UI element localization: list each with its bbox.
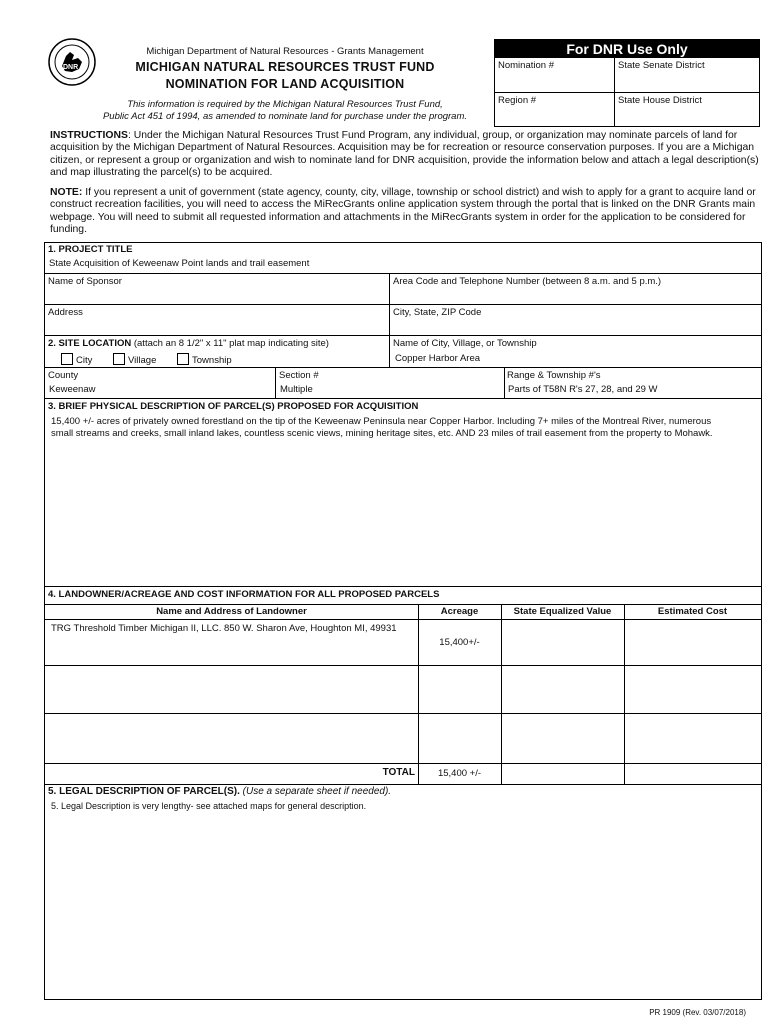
municipality-label: Name of City, Village, or Township [393, 338, 537, 349]
city-option[interactable] [61, 355, 92, 366]
site-location-heading [48, 338, 329, 349]
col-header-landowner: Name and Address of Landowner [156, 606, 307, 617]
form-title-line2: NOMINATION FOR LAND ACQUISITION [165, 77, 405, 91]
divider [45, 763, 761, 764]
range-township-input[interactable]: Parts of T58N R's 27, 28, and 29 W [508, 384, 658, 395]
legal-description-title: 5. LEGAL DESCRIPTION OF PARCEL(S). [48, 786, 240, 797]
landowner-heading: 4. LANDOWNER/ACREAGE AND COST INFORMATION FOR ALL PROPOSED PARCELS [48, 589, 440, 600]
total-acreage: 15,400 +/- [437, 768, 482, 779]
note-label: NOTE: [50, 187, 83, 198]
col-header-cost: Estimated Cost [657, 606, 728, 617]
divider [501, 604, 502, 784]
region-number-label: Region # [498, 95, 537, 106]
col-header-sev: State Equalized Value [513, 606, 612, 617]
nomination-form [44, 242, 762, 1000]
village-option[interactable] [113, 355, 156, 366]
divider [45, 713, 761, 714]
legal-description-heading [48, 786, 391, 797]
total-label: TOTAL [382, 767, 415, 778]
col-header-acreage: Acreage [440, 606, 479, 617]
township-option[interactable] [177, 355, 232, 366]
divider [45, 784, 761, 785]
note-text: If you represent a unit of government (state agency, county, city, village, township or school district) and wish to apply for a grant to acquire land or construct recreation facilities, you will need to access the MiRecGrants online application system through the portal that is linked on the DNR Grants main webpage. You will need to submit all requested information and attachments in the MiRecGrants system in order for the application to be considered for funding. [50, 187, 756, 236]
divider [624, 604, 625, 784]
form-title-line1: MICHIGAN NATURAL RESOURCES TRUST FUND [135, 60, 435, 74]
divider [418, 604, 419, 784]
section-number-input[interactable]: Multiple [280, 384, 313, 395]
landowner-name-input-1[interactable]: TRG Threshold Timber Michigan II, LLC. 850 W. Sharon Ave, Houghton MI, 49931 [51, 623, 397, 634]
divider [45, 304, 761, 305]
divider [45, 398, 761, 399]
divider [275, 367, 276, 398]
divider [45, 604, 761, 605]
instructions-label: INSTRUCTIONS [50, 130, 128, 141]
department-name: Michigan Department of Natural Resources - Grants Management [146, 46, 424, 57]
phone-label: Area Code and Telephone Number (between 8 a.m. and 5 p.m.) [393, 276, 662, 287]
house-district-field[interactable] [615, 93, 759, 126]
range-township-label: Range & Township #'s [507, 370, 601, 381]
house-district-label: State House District [618, 95, 702, 106]
senate-district-field[interactable] [615, 58, 759, 93]
township-checkbox[interactable] [177, 353, 189, 365]
divider [45, 273, 761, 274]
address-label: Address [48, 307, 83, 318]
description-heading: 3. BRIEF PHYSICAL DESCRIPTION OF PARCEL(S) PROPOSED FOR ACQUISITION [48, 401, 419, 412]
divider [389, 335, 390, 367]
village-checkbox[interactable] [113, 353, 125, 365]
description-input[interactable]: 15,400 +/- acres of privately owned forestland on the tip of the Keweenaw Peninsula near Copper Harbor. Including 7+ miles of the Montreal River, numerous small streams and creeks, small inland lakes, countless scenic views, mining heritage sites, etc. AND 23 miles of trail easement from the property to Mohawk. [51, 416, 713, 439]
legal-description-note: (Use a separate sheet if needed). [239, 786, 392, 797]
note-paragraph [50, 187, 762, 237]
site-location-note: (attach an 8 1/2" x 11" plat map indicating site) [131, 338, 329, 349]
nomination-number-label: Nomination # [498, 60, 554, 71]
divider [45, 335, 761, 336]
divider [45, 665, 761, 666]
county-label: County [48, 370, 79, 381]
sponsor-label: Name of Sponsor [48, 276, 122, 287]
divider [45, 619, 761, 620]
divider [45, 367, 761, 368]
divider [45, 586, 761, 587]
city-option-label: City [76, 355, 93, 366]
authority-note-line1: This information is required by the Michigan Natural Resources Trust Fund, [127, 99, 443, 110]
seal-text: DNR [63, 64, 79, 71]
region-number-field[interactable] [495, 93, 615, 126]
municipality-input[interactable]: Copper Harbor Area [395, 353, 481, 364]
city-state-zip-label: City, State, ZIP Code [393, 307, 482, 318]
legal-description-input[interactable]: 5. Legal Description is very lengthy- see attached maps for general description. [51, 801, 367, 811]
form-number: PR 1909 (Rev. 03/07/2018) [649, 1008, 746, 1017]
dnr-use-only-title: For DNR Use Only [495, 40, 759, 58]
senate-district-label: State Senate District [618, 60, 705, 71]
instructions-text: : Under the Michigan Natural Resources Trust Fund Program, any individual, group, or organization may nominate parcels of land for acquisition by the Michigan Department of Natural Resources. Acquisition may be for recreation or resource conservation purposes. If you are a Michigan citizen, or represent a group or organization and wish to nominate land for DNR acquisition, provide the information below and attach a legal description(s) and map illustrating the parcel(s) to be acquired. [50, 130, 759, 179]
site-location-title: 2. SITE LOCATION [48, 338, 132, 349]
section-number-label: Section # [279, 370, 319, 381]
instructions-paragraph [50, 130, 762, 180]
nomination-number-field[interactable] [495, 58, 615, 93]
village-option-label: Village [128, 355, 157, 366]
county-input[interactable]: Keweenaw [49, 384, 96, 395]
authority-note-line2: Public Act 451 of 1994, as amended to nominate land for purchase under the program. [102, 111, 468, 122]
township-option-label: Township [192, 355, 232, 366]
project-title-heading: 1. PROJECT TITLE [48, 244, 133, 255]
site-type-options [61, 353, 232, 366]
divider [504, 367, 505, 398]
acreage-input-1[interactable]: 15,400+/- [439, 637, 480, 648]
dnr-use-only-box [494, 39, 760, 127]
dnr-seal-logo [48, 38, 96, 86]
city-checkbox[interactable] [61, 353, 73, 365]
project-title-input[interactable]: State Acquisition of Keweenaw Point lands and trail easement [49, 258, 310, 269]
